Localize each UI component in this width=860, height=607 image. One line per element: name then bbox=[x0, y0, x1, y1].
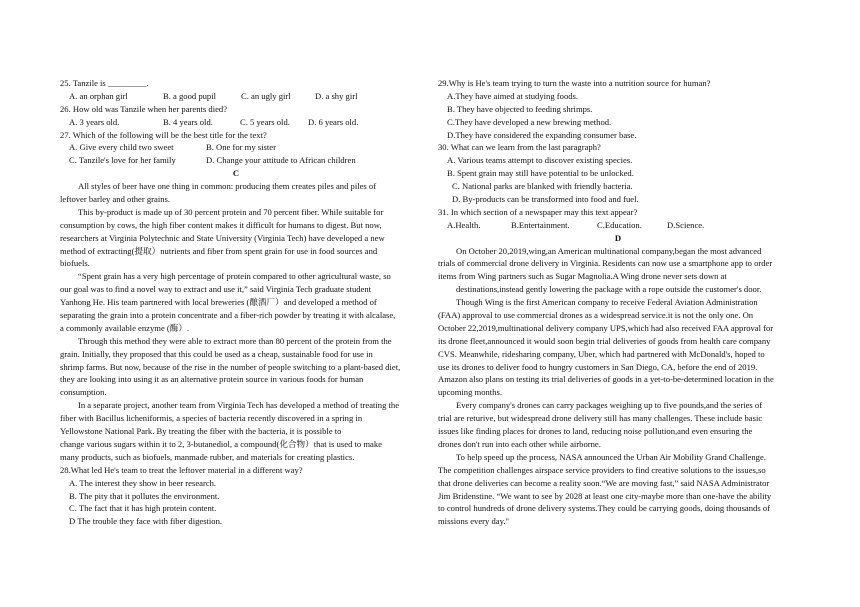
question-27-options-row2 bbox=[60, 154, 412, 167]
passage-line: Every company's drones can carry packages weighing up to five pounds,and the series of bbox=[456, 400, 763, 411]
passage-d bbox=[438, 245, 798, 529]
option-a: A.They have aimed at studying foods. bbox=[447, 90, 579, 101]
option-c: C.They have developed a new brewing method. bbox=[447, 116, 612, 127]
passage-line: issues like finding places for drones to land, reducing noise pollution,and even ensuring the bbox=[438, 426, 753, 437]
passage-line: trials of commercial drone delivery in Virginia. Residents can now use a smartphone app to order bbox=[438, 258, 773, 269]
question-29-stem: 29.Why is He's team trying to turn the waste into a nutrition source for human? bbox=[438, 78, 711, 88]
passage-line: its drone fleet,announced it would soon begin trial deliveries of goods from health care company bbox=[438, 335, 771, 346]
option-d: D. a shy girl bbox=[315, 90, 358, 101]
passage-c bbox=[60, 180, 412, 464]
option-c: C. The fact that it has high protein content. bbox=[69, 503, 217, 514]
option-a: A. an orphan girl bbox=[69, 90, 128, 101]
passage-line: our goal was to find a novel way to extract and use it,” said Virginia Tech graduate student bbox=[60, 284, 372, 295]
passage-line: they are looking into using it as an alternative protein source in various foods for human bbox=[60, 374, 364, 385]
question-25-options bbox=[60, 90, 412, 103]
option-d: D.They have considered the expanding consumer base. bbox=[447, 129, 637, 140]
passage-line: biofuels. bbox=[60, 258, 90, 269]
option-a: A.Health. bbox=[447, 219, 481, 230]
passage-line: change various sugars within it to 2, 3-butanediol, a compound(化合物）that is used to make bbox=[60, 438, 382, 449]
passage-line: consumption by cows, the high fiber content makes it difficult for humans to digest. But now, bbox=[60, 219, 382, 230]
passage-line: use its drones to deliver food to hungry customers in San Diego, CA, before the end of 2019. bbox=[438, 361, 758, 372]
option-a: A. The interest they show in beer research. bbox=[69, 477, 217, 488]
passage-line: separating the grain into a protein concentrate and a fiber-rich powder by treating it with alcalase, bbox=[60, 310, 396, 321]
passage-line: to control hundreds of drone delivery systems.They could be carrying goods, doing thousands of bbox=[438, 503, 770, 514]
passage-line: trial are returive, but widespread drone delivery still has many challenges. These include basic bbox=[438, 413, 763, 424]
option-d: D. 6 years old. bbox=[308, 116, 359, 127]
passage-line: October 22,2019,multinational delivery company UPS,which had also received FAA approval for bbox=[438, 322, 774, 333]
option-d: D. By-products can be transformed into food and fuel. bbox=[452, 194, 639, 205]
passage-line: destinations,instead gently lowering the package with a rope outside the customer's door. bbox=[456, 284, 762, 295]
passage-line: method of extracting(提取）nutrients and fiber from spent grain for use in food sources and bbox=[60, 245, 378, 256]
option-b: B. One for my sister bbox=[206, 142, 276, 153]
passage-line: This by-product is made up of 30 percent protein and 70 percent fiber. While suitable for bbox=[78, 206, 384, 217]
option-b: B. 4 years old. bbox=[163, 116, 213, 127]
passage-line: Yanhong He. His team partnered with local breweries (酿酒厂）and developed a method of bbox=[60, 297, 377, 308]
passage-line: “Spent grain has a very high percentage of protein compared to other agricultural waste, so bbox=[78, 271, 391, 282]
question-28-stem: 28.What led He's team to treat the leftover material in a different way? bbox=[60, 464, 303, 475]
passage-line: To help speed up the process, NASA announced the Urban Air Mobility Grand Challenge. bbox=[456, 451, 766, 462]
question-25-stem: 25. Tanzile is _________. bbox=[60, 78, 149, 88]
passage-line: All styles of beer have one thing in common: producing them creates piles and piles of bbox=[78, 181, 377, 192]
option-b: B.Entertainment. bbox=[511, 219, 570, 230]
passage-line: consumption. bbox=[60, 387, 107, 398]
passage-line: that drone deliveries can become a reality soon.“We are moving fast,” said NASA Administrator bbox=[438, 477, 770, 488]
passage-line: Jim Bridenstine. “We want to see by 2028 at least one city-maybe more than one-have the ability bbox=[438, 490, 772, 501]
option-d: D. Change your attitude to African children bbox=[206, 155, 356, 166]
passage-line: fiber with Bacillus licheniformis, a species of bacteria recently discovered in a spring in bbox=[60, 413, 363, 424]
passage-line: (FAA) approval to use commercial drones as a widespread service.it is not the only one. On bbox=[438, 310, 754, 321]
option-b: B. Spent grain may still have potential to be unlocked. bbox=[447, 168, 634, 179]
option-a: A. Various teams attempt to discover existing species. bbox=[447, 155, 633, 166]
passage-line: upcoming months. bbox=[438, 387, 502, 398]
passage-line: On October 20,2019,wing,an American multinational company,began the most advanced bbox=[456, 245, 762, 256]
passage-line: CVS. Meanwhile, ridesharing company, Uber, which had partnered with McDonald's, hoped to bbox=[438, 348, 765, 359]
option-b: B. a good pupil bbox=[163, 90, 216, 101]
passage-line: researchers at Virginia Polytechnic and State University (Virginia Tech) have developed a new bbox=[60, 232, 385, 243]
passage-line: In a separate project, another team from Virginia Tech has developed a method of treating the bbox=[78, 400, 400, 411]
passage-line: Amazon also plans on testing its trial deliveries of goods in a yet-to-be-determined location in the bbox=[438, 374, 774, 385]
question-31-options bbox=[438, 219, 798, 232]
question-26-stem: 26. How old was Tanzile when her parents died? bbox=[60, 103, 228, 114]
option-b: B. The pity that it pollutes the environment. bbox=[69, 490, 220, 501]
passage-line: leftover barley and other grains. bbox=[60, 194, 171, 205]
question-27-options-row1 bbox=[60, 141, 412, 154]
question-26-options bbox=[60, 116, 412, 129]
option-a: A. 3 years old. bbox=[69, 116, 120, 127]
passage-line: Though Wing is the first American company to receive Federal Aviation Administration bbox=[456, 297, 758, 308]
passage-line: many products, such as biofuels, manmade rubber, and materials for creating plastics. bbox=[60, 451, 355, 462]
passage-line: shrimp farms. But now, because of the rise in the number of people switching to a plant-based diet, bbox=[60, 361, 401, 372]
passage-line: Through this method they were able to extract more than 80 percent of the protein from the bbox=[78, 335, 392, 346]
question-27-stem: 27. Which of the following will be the best title for the text? bbox=[60, 129, 267, 140]
passage-line: drones don't run into each other while airborne. bbox=[438, 438, 601, 449]
section-d-heading: D bbox=[614, 232, 622, 243]
passage-line: missions every day." bbox=[438, 516, 509, 527]
right-column bbox=[438, 77, 798, 528]
option-d: D The trouble they face with fiber digestion. bbox=[69, 516, 223, 527]
option-c: C. 5 years old. bbox=[240, 116, 290, 127]
option-c: C.Education. bbox=[597, 219, 642, 230]
passage-line: grain. Initially, they proposed that this could be used as a cheap, sustainable food for use in bbox=[60, 348, 373, 359]
option-d: D.Science. bbox=[667, 219, 705, 230]
option-c: C. National parks are blanked with friendly bacteria. bbox=[452, 181, 633, 192]
left-column bbox=[60, 77, 412, 528]
passage-line: a commonly available enzyme (酶）. bbox=[60, 322, 190, 333]
section-c-heading: C bbox=[232, 168, 240, 179]
question-30-stem: 30. What can we learn from the last paragraph? bbox=[438, 142, 601, 153]
passage-line: The competition challenges airspace service providers to find creative solutions to the issues,so bbox=[438, 464, 766, 475]
option-c: C. Tanzile's love for her family bbox=[69, 155, 176, 166]
option-a: A. Give every child two sweet bbox=[69, 142, 174, 153]
passage-line: items from Wing partners such as Sugar Magnolia.A Wing drone never sets down at bbox=[438, 271, 727, 282]
option-c: C. an ugly girl bbox=[241, 90, 291, 101]
question-31-stem: 31. In which section of a newspaper may this text appear? bbox=[438, 206, 638, 217]
option-b: B. They have objected to feeding shrimps. bbox=[447, 103, 593, 114]
passage-line: Yellowstone National Park. By treating the fiber with the bacteria, it is possible to bbox=[60, 426, 342, 437]
